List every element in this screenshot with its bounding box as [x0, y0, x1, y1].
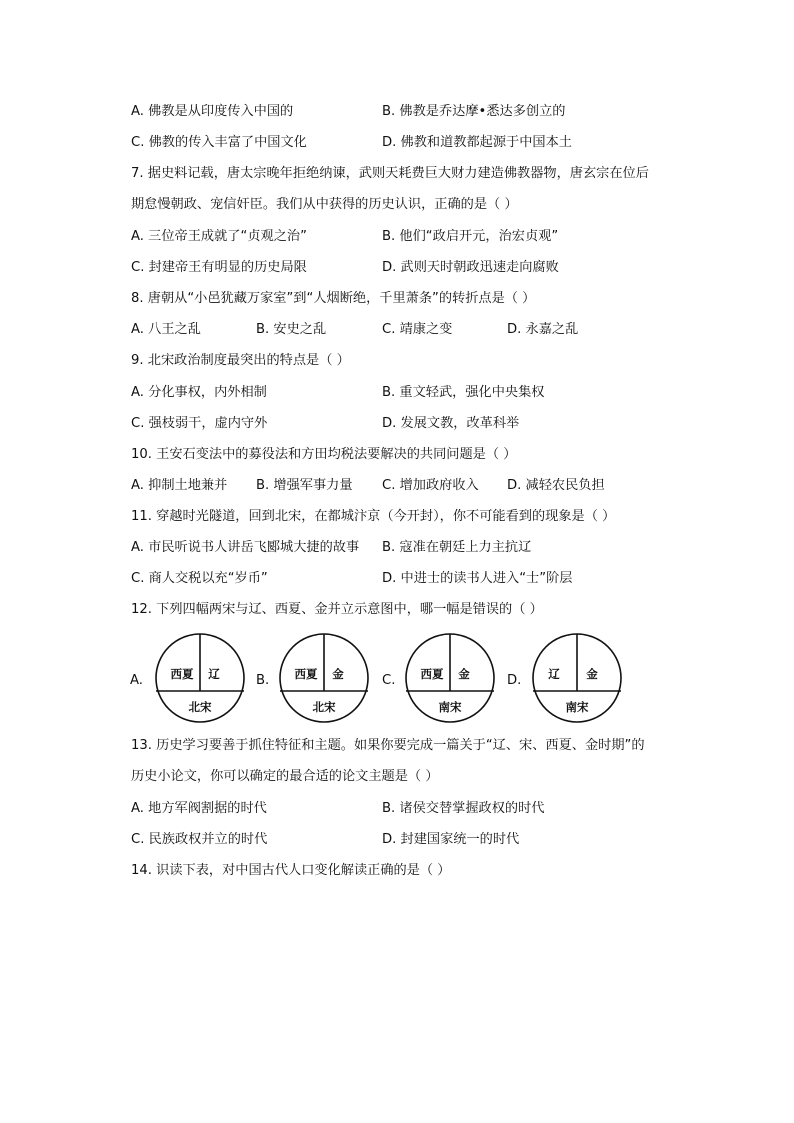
map-region-right: 金 [586, 667, 598, 681]
q11-option-d: D. 中进士的读书人进入“士”阶层 [382, 571, 573, 586]
map-option-c [382, 634, 494, 722]
q6-option-c: C. 佛教的传入丰富了中国文化 [131, 135, 307, 150]
q8-option-d: D. 永嘉之乱 [507, 322, 579, 337]
map-region-left: 辽 [548, 667, 560, 681]
q10-stem: 10. 王安石变法中的募役法和方田均税法要解决的共同问题是（ ） [131, 447, 517, 462]
map-option-a [130, 634, 244, 722]
q13-option-d: D. 封建国家统一的时代 [382, 832, 520, 847]
map-option-b [256, 634, 368, 722]
q7-option-b: B. 他们“政启开元，治宏贞观” [382, 229, 559, 244]
map-option-label: B. [256, 673, 270, 688]
map-region-right: 辽 [208, 667, 220, 681]
q8-option-a: A. 八王之乱 [131, 322, 201, 337]
q10-option-c: C. 增加政府收入 [382, 478, 479, 493]
q13-stem-line1: 13. 历史学习要善于抓住特征和主题。如果你要完成一篇关于“辽、宋、西夏、金时期”的 [131, 738, 645, 753]
q9-option-c: C. 强枝弱干，虚内守外 [131, 416, 268, 431]
q9-stem: 9. 北宋政治制度最突出的特点是（ ） [131, 353, 350, 368]
q8-option-c: C. 靖康之变 [382, 322, 453, 337]
q9-option-d: D. 发展文教，改革科举 [382, 416, 520, 431]
q12-stem: 12. 下列四幅两宋与辽、西夏、金并立示意图中，哪一幅是错误的（ ） [131, 602, 543, 617]
map-region-left: 西夏 [170, 667, 194, 681]
q8-stem: 8. 唐朝从“小邑犹藏万家室”到“人烟断绝，千里萧条”的转折点是（ ） [131, 291, 536, 306]
q9-option-b: B. 重文轻武，强化中央集权 [382, 385, 545, 400]
map-option-label: A. [130, 673, 143, 688]
q13-option-a: A. 地方军阀割据的时代 [131, 801, 267, 816]
map-region-bottom: 南宋 [438, 700, 462, 714]
q7-stem-line1: 7. 据史料记载，唐太宗晚年拒绝纳谏，武则天耗费巨大财力建造佛教器物，唐玄宗在位后 [131, 166, 649, 181]
map-region-bottom: 北宋 [188, 700, 212, 714]
q6-option-a: A. 佛教是从印度传入中国的 [131, 104, 294, 119]
q13-option-b: B. 诸侯交替掌握政权的时代 [382, 801, 545, 816]
q11-stem: 11. 穿越时光隧道，回到北宋，在都城汴京（今开封），你不可能看到的现象是（ ） [131, 509, 616, 524]
q10-option-b: B. 增强军事力量 [256, 478, 353, 493]
q10-option-d: D. 减轻农民负担 [507, 478, 605, 493]
map-region-right: 金 [458, 667, 470, 681]
q11-option-b: B. 寇准在朝廷上力主抗辽 [382, 540, 532, 555]
map-option-label: C. [382, 673, 396, 688]
q10-option-a: A. 抑制土地兼并 [131, 478, 228, 493]
map-option-d [507, 634, 621, 722]
q7-stem-line2: 期怠慢朝政、宠信奸臣。我们从中获得的历史认识，正确的是（ ） [131, 197, 518, 212]
q6-option-b: B. 佛教是乔达摩•悉达多创立的 [382, 104, 566, 119]
q13-option-c: C. 民族政权并立的时代 [131, 832, 268, 847]
q11-option-c: C. 商人交税以充“岁币” [131, 571, 268, 586]
map-region-right: 金 [332, 667, 344, 681]
map-region-left: 西夏 [294, 667, 318, 681]
map-option-label: D. [507, 673, 522, 688]
map-region-left: 西夏 [420, 667, 444, 681]
map-region-bottom: 北宋 [312, 700, 336, 714]
q8-option-b: B. 安史之乱 [256, 322, 327, 337]
map-region-bottom: 南宋 [565, 700, 589, 714]
q6-option-d: D. 佛教和道教都起源于中国本土 [382, 135, 572, 150]
q11-option-a: A. 市民听说书人讲岳飞郾城大捷的故事 [131, 540, 360, 555]
q7-option-a: A. 三位帝王成就了“贞观之治” [131, 229, 307, 244]
q13-stem-line2: 历史小论文，你可以确定的最合适的论文主题是（ ） [131, 769, 439, 784]
q14-stem: 14. 识读下表，对中国古代人口变化解读正确的是（ ） [131, 863, 451, 878]
q7-option-d: D. 武则天时朝政迅速走向腐败 [382, 260, 559, 275]
q9-option-a: A. 分化事权，内外相制 [131, 385, 267, 400]
q7-option-c: C. 封建帝王有明显的历史局限 [131, 260, 307, 275]
